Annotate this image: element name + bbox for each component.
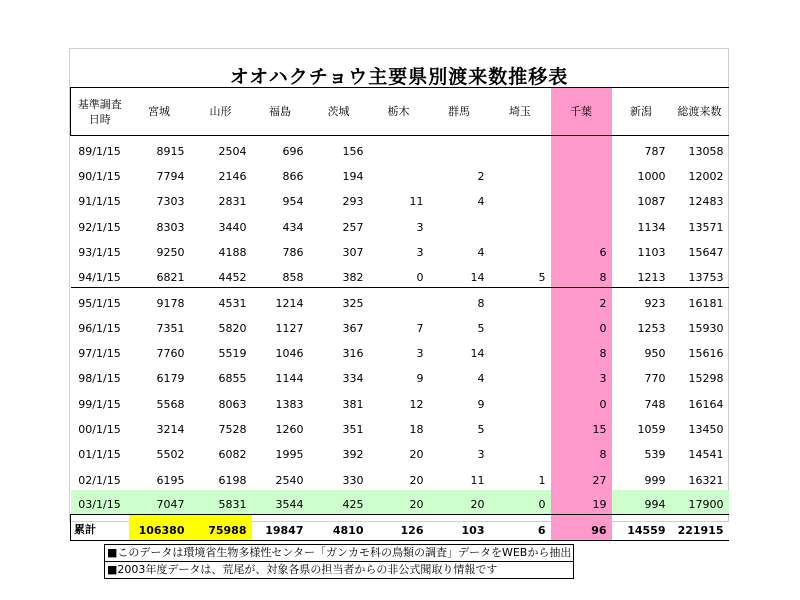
table-row xyxy=(71,388,729,413)
count-cell xyxy=(490,161,551,186)
count-cell: 434 xyxy=(282,220,304,234)
count-cell: 20 xyxy=(409,448,424,462)
count-cell: 3440 xyxy=(218,220,247,234)
table-row xyxy=(71,338,729,363)
count-cell: 1260 xyxy=(275,423,304,437)
count-cell xyxy=(490,211,551,236)
header-date: 基準調査 日時 xyxy=(71,88,129,136)
note-2003: ■2003年度データは、荒尾が、対象各県の担当者からの非公式聞取り情報です xyxy=(105,561,573,578)
count-cell: 19 xyxy=(551,490,612,515)
count-cell xyxy=(429,211,490,236)
count-cell: 20 xyxy=(429,490,490,515)
total-cell: 12002 xyxy=(688,170,724,184)
cumulative-cell: 126 xyxy=(369,515,429,541)
count-cell xyxy=(490,287,551,312)
count-cell xyxy=(551,186,612,211)
table-row xyxy=(71,211,729,236)
total-label: 累計 xyxy=(71,515,129,541)
note-source: ■このデータは環境省生物多様性センター「ガンカモ科の鳥類の調査」データをWEBから抽出 xyxy=(107,546,572,559)
table-row xyxy=(71,414,729,439)
count-cell: 14 xyxy=(470,347,485,361)
total-cell: 15298 xyxy=(688,372,724,386)
count-cell: 999 xyxy=(644,473,666,487)
count-cell: 7 xyxy=(416,321,424,335)
total-cell: 16164 xyxy=(688,397,724,411)
count-cell: 2504 xyxy=(190,136,252,161)
count-cell: 748 xyxy=(644,397,666,411)
count-cell: 5502 xyxy=(156,448,185,462)
count-cell xyxy=(369,287,429,312)
table-row xyxy=(71,287,729,312)
date-cell: 90/1/15 xyxy=(78,170,121,184)
count-cell xyxy=(490,439,551,464)
count-cell: 194 xyxy=(342,170,364,184)
header-row xyxy=(71,88,729,136)
count-cell: 1144 xyxy=(275,372,304,386)
count-cell: 786 xyxy=(282,245,304,259)
date-cell: 96/1/15 xyxy=(78,321,121,335)
count-cell: 1127 xyxy=(275,321,304,335)
count-cell xyxy=(551,161,612,186)
count-cell: 334 xyxy=(342,372,364,386)
total-cell: 15616 xyxy=(688,347,724,361)
date-cell: 03/1/15 xyxy=(71,490,129,515)
count-cell: 4452 xyxy=(218,270,247,284)
count-cell: 425 xyxy=(309,490,369,515)
table-row xyxy=(71,464,729,489)
date-cell: 99/1/15 xyxy=(78,397,121,411)
count-cell: 307 xyxy=(342,245,364,259)
count-cell: 330 xyxy=(342,473,364,487)
migration-table xyxy=(70,87,729,541)
count-cell: 7351 xyxy=(156,321,185,335)
count-cell: 2831 xyxy=(218,195,247,209)
count-cell: 5519 xyxy=(218,347,247,361)
table-row xyxy=(71,313,729,338)
count-cell: 4188 xyxy=(218,245,247,259)
count-cell: 4 xyxy=(477,372,485,386)
count-cell: 12 xyxy=(409,397,424,411)
count-cell: 866 xyxy=(282,170,304,184)
date-cell: 98/1/15 xyxy=(78,372,121,386)
count-cell: 6082 xyxy=(218,448,247,462)
count-cell xyxy=(429,136,490,161)
count-cell: 3544 xyxy=(252,490,309,515)
date-cell: 93/1/15 xyxy=(78,245,121,259)
table-row xyxy=(71,136,729,161)
header-prefecture: 茨城 xyxy=(309,88,369,136)
header-prefecture: 総渡来数 xyxy=(671,88,729,136)
count-cell: 4 xyxy=(477,245,485,259)
count-cell xyxy=(490,388,551,413)
count-cell: 293 xyxy=(342,195,364,209)
count-cell xyxy=(369,136,429,161)
total-cell: 15930 xyxy=(688,321,724,335)
header-prefecture: 福島 xyxy=(252,88,309,136)
total-cell: 16321 xyxy=(688,473,724,487)
count-cell: 1103 xyxy=(637,245,666,259)
header-prefecture: 栃木 xyxy=(369,88,429,136)
count-cell xyxy=(551,136,612,161)
count-cell: 1253 xyxy=(637,321,666,335)
total-cell: 13450 xyxy=(688,423,724,437)
date-cell: 92/1/15 xyxy=(78,220,121,234)
count-cell: 1213 xyxy=(637,270,666,284)
count-cell: 3214 xyxy=(156,423,185,437)
cumulative-cell: 4810 xyxy=(309,515,369,541)
count-cell: 4531 xyxy=(190,287,252,312)
table-row xyxy=(71,262,729,287)
count-cell: 1995 xyxy=(275,448,304,462)
count-cell: 381 xyxy=(342,397,364,411)
count-cell: 27 xyxy=(551,464,612,489)
count-cell: 15 xyxy=(551,414,612,439)
count-cell: 5820 xyxy=(218,321,247,335)
count-cell xyxy=(490,237,551,262)
count-cell: 0 xyxy=(416,270,424,284)
total-cell: 13753 xyxy=(688,270,724,284)
count-cell: 8303 xyxy=(156,220,185,234)
count-cell: 6 xyxy=(551,237,612,262)
header-prefecture: 新潟 xyxy=(612,88,671,136)
count-cell: 5 xyxy=(477,321,485,335)
count-cell: 5 xyxy=(477,423,485,437)
count-cell: 7303 xyxy=(156,195,185,209)
count-cell xyxy=(490,186,551,211)
cumulative-cell: 221915 xyxy=(671,515,729,541)
count-cell: 994 xyxy=(612,490,671,515)
cumulative-cell: 14559 xyxy=(612,515,671,541)
date-cell: 97/1/15 xyxy=(78,347,121,361)
count-cell xyxy=(490,414,551,439)
total-cell: 13058 xyxy=(671,136,729,161)
count-cell: 2 xyxy=(477,170,485,184)
count-cell: 787 xyxy=(612,136,671,161)
count-cell: 7794 xyxy=(156,170,185,184)
count-cell: 6821 xyxy=(156,270,185,284)
table-row xyxy=(71,363,729,388)
count-cell: 770 xyxy=(644,372,666,386)
date-cell: 89/1/15 xyxy=(71,136,129,161)
count-cell: 257 xyxy=(342,220,364,234)
count-cell: 954 xyxy=(282,195,304,209)
count-cell: 8915 xyxy=(129,136,190,161)
count-cell: 1134 xyxy=(637,220,666,234)
count-cell: 7047 xyxy=(129,490,190,515)
count-cell xyxy=(551,211,612,236)
cumulative-cell: 106380 xyxy=(129,515,190,541)
table-row xyxy=(71,439,729,464)
count-cell: 20 xyxy=(369,490,429,515)
count-cell: 8 xyxy=(429,287,490,312)
table-row xyxy=(71,161,729,186)
count-cell: 3 xyxy=(477,448,485,462)
count-cell: 6855 xyxy=(218,372,247,386)
count-cell: 11 xyxy=(470,473,485,487)
count-cell: 11 xyxy=(409,195,424,209)
date-cell: 94/1/15 xyxy=(78,270,121,284)
table-row xyxy=(71,186,729,211)
count-cell: 2146 xyxy=(218,170,247,184)
count-cell: 382 xyxy=(342,270,364,284)
notes-box xyxy=(104,544,574,579)
count-cell: 392 xyxy=(342,448,364,462)
cumulative-cell: 19847 xyxy=(252,515,309,541)
date-cell: 95/1/15 xyxy=(71,287,129,312)
table-row xyxy=(71,490,729,515)
count-cell: 0 xyxy=(551,388,612,413)
count-cell: 9178 xyxy=(129,287,190,312)
date-cell: 91/1/15 xyxy=(78,195,121,209)
count-cell: 18 xyxy=(409,423,424,437)
count-cell: 3 xyxy=(551,363,612,388)
count-cell: 1046 xyxy=(275,347,304,361)
total-cell: 17900 xyxy=(671,490,729,515)
count-cell: 1087 xyxy=(637,195,666,209)
count-cell: 6179 xyxy=(156,372,185,386)
cumulative-cell: 75988 xyxy=(190,515,252,541)
count-cell: 1059 xyxy=(637,423,666,437)
count-cell: 539 xyxy=(644,448,666,462)
count-cell: 325 xyxy=(309,287,369,312)
count-cell: 1 xyxy=(538,473,546,487)
date-cell: 01/1/15 xyxy=(78,448,121,462)
count-cell: 8063 xyxy=(218,397,247,411)
count-cell xyxy=(490,363,551,388)
header-prefecture: 千葉 xyxy=(551,88,612,136)
count-cell: 3 xyxy=(416,220,424,234)
count-cell: 696 xyxy=(252,136,309,161)
count-cell: 3 xyxy=(416,245,424,259)
count-cell: 367 xyxy=(342,321,364,335)
count-cell xyxy=(369,161,429,186)
date-cell: 00/1/15 xyxy=(78,423,121,437)
count-cell: 8 xyxy=(551,262,612,287)
count-cell xyxy=(490,313,551,338)
count-cell: 4 xyxy=(477,195,485,209)
count-cell: 1214 xyxy=(252,287,309,312)
cumulative-total-row xyxy=(71,515,729,541)
count-cell: 3 xyxy=(416,347,424,361)
count-cell: 6198 xyxy=(218,473,247,487)
count-cell: 0 xyxy=(490,490,551,515)
count-cell: 5 xyxy=(538,270,546,284)
count-cell: 6195 xyxy=(156,473,185,487)
total-cell: 13571 xyxy=(688,220,724,234)
total-cell: 16181 xyxy=(671,287,729,312)
count-cell: 1383 xyxy=(275,397,304,411)
count-cell: 5831 xyxy=(190,490,252,515)
cumulative-cell: 6 xyxy=(490,515,551,541)
table-title: オオハクチョウ主要県別渡来数推移表 xyxy=(229,66,569,88)
count-cell: 9 xyxy=(477,397,485,411)
count-cell xyxy=(490,338,551,363)
count-cell xyxy=(490,136,551,161)
count-cell: 2 xyxy=(551,287,612,312)
count-cell: 858 xyxy=(282,270,304,284)
date-cell: 02/1/15 xyxy=(78,473,121,487)
count-cell: 20 xyxy=(409,473,424,487)
header-prefecture: 群馬 xyxy=(429,88,490,136)
count-cell: 923 xyxy=(612,287,671,312)
count-cell: 9250 xyxy=(156,245,185,259)
count-cell: 7760 xyxy=(156,347,185,361)
count-cell: 950 xyxy=(644,347,666,361)
count-cell: 2540 xyxy=(275,473,304,487)
count-cell: 8 xyxy=(551,439,612,464)
count-cell: 0 xyxy=(551,313,612,338)
count-cell: 9 xyxy=(416,372,424,386)
total-cell: 15647 xyxy=(688,245,724,259)
count-cell: 5568 xyxy=(156,397,185,411)
count-cell: 316 xyxy=(342,347,364,361)
table-row xyxy=(71,237,729,262)
count-cell: 1000 xyxy=(637,170,666,184)
count-cell: 14 xyxy=(470,270,485,284)
total-cell: 12483 xyxy=(688,195,724,209)
total-cell: 14541 xyxy=(688,448,724,462)
header-prefecture: 宮城 xyxy=(129,88,190,136)
count-cell: 156 xyxy=(309,136,369,161)
count-cell: 8 xyxy=(551,338,612,363)
cumulative-cell: 103 xyxy=(429,515,490,541)
header-prefecture: 埼玉 xyxy=(490,88,551,136)
header-prefecture: 山形 xyxy=(190,88,252,136)
count-cell: 351 xyxy=(342,423,364,437)
cumulative-cell: 96 xyxy=(551,515,612,541)
count-cell: 7528 xyxy=(218,423,247,437)
